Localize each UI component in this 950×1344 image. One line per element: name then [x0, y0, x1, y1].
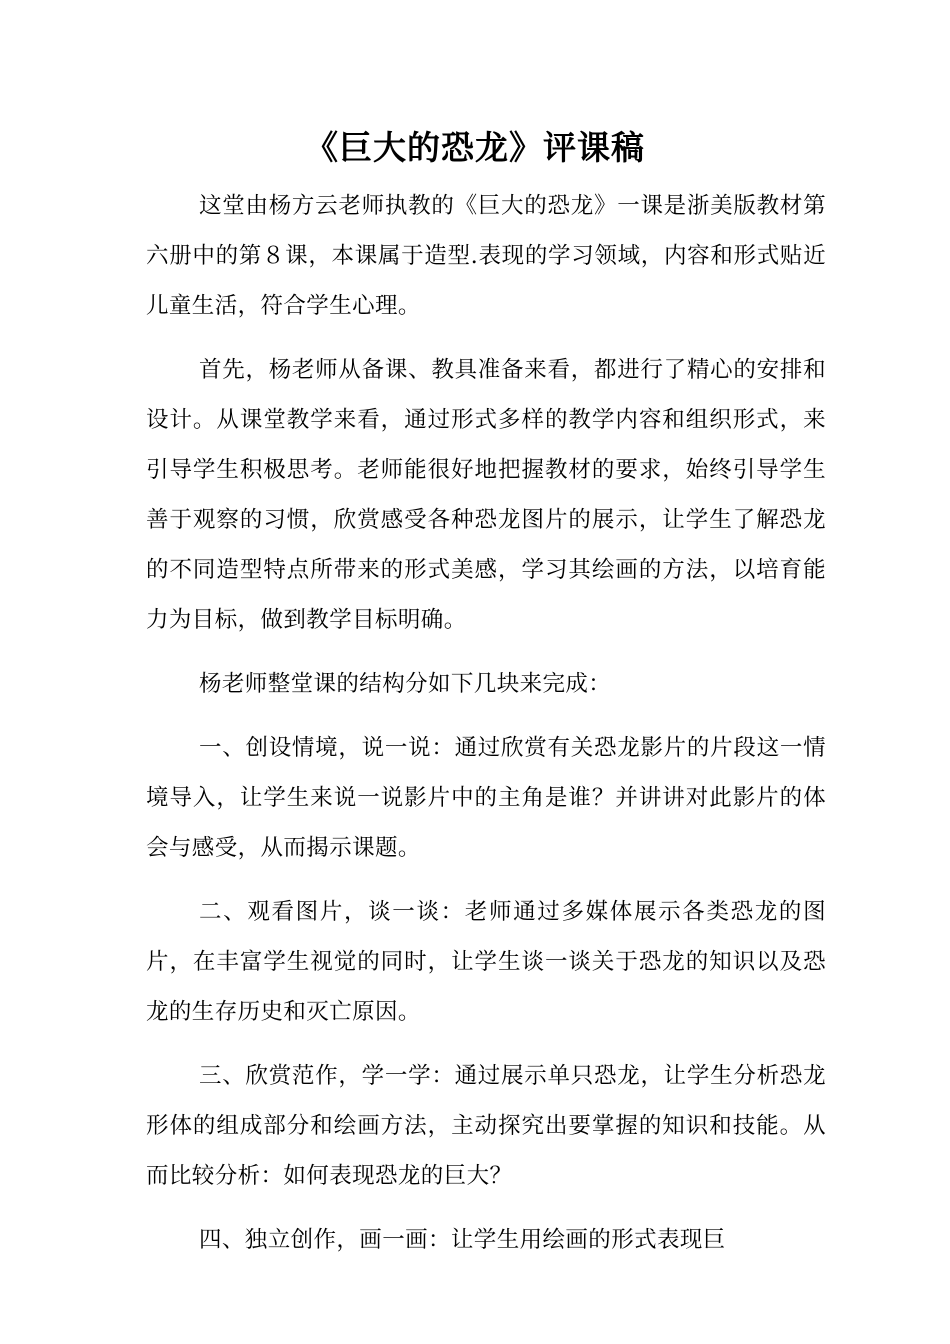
paragraph-step-one: 一、创设情境，说一说：通过欣赏有关恐龙影片的片段这一情境导入，让学生来说一说影片中的主角是谁？并讲讲对此影片的体会与感受，从而揭示课题。	[146, 735, 826, 861]
paragraph-step-two: 二、观看图片，谈一谈：老师通过多媒体展示各类恐龙的图片，在丰富学生视觉的同时，让学生谈一谈关于恐龙的知识以及恐龙的生存历史和灭亡原因。	[146, 899, 826, 1025]
paragraph-structure: 杨老师整堂课的结构分如下几块来完成：	[199, 671, 612, 697]
paragraph-step-three: 三、欣赏范作，学一学：通过展示单只恐龙，让学生分析恐龙形体的组成部分和绘画方法，主动探究出要掌握的知识和技能。从而比较分析：如何表现恐龙的巨大？	[146, 1063, 826, 1189]
document-title: 《巨大的恐龙》评课稿	[305, 128, 645, 167]
document-body	[146, 181, 826, 1279]
paragraph-intro: 这堂由杨方云老师执教的《巨大的恐龙》一课是浙美版教材第六册中的第８课，本课属于造型.表现的学习领域，内容和形式贴近儿童生活，符合学生心理。	[146, 193, 826, 319]
paragraph-step-four: 四、独立创作，画一画：让学生用绘画的形式表现巨	[199, 1227, 726, 1253]
paragraph-first: 首先，杨老师从备课、教具准备来看，都进行了精心的安排和设计。从课堂教学来看，通过形式多样的教学内容和组织形式，来引导学生积极思考。老师能很好地把握教材的要求，始终引导学生善于观察的习惯，欣赏感受各种恐龙图片的展示，让学生了解恐龙的不同造型特点所带来的形式美感，学习其绘画的方法，以培育能力为目标，做到教学目标明确。	[146, 357, 826, 633]
